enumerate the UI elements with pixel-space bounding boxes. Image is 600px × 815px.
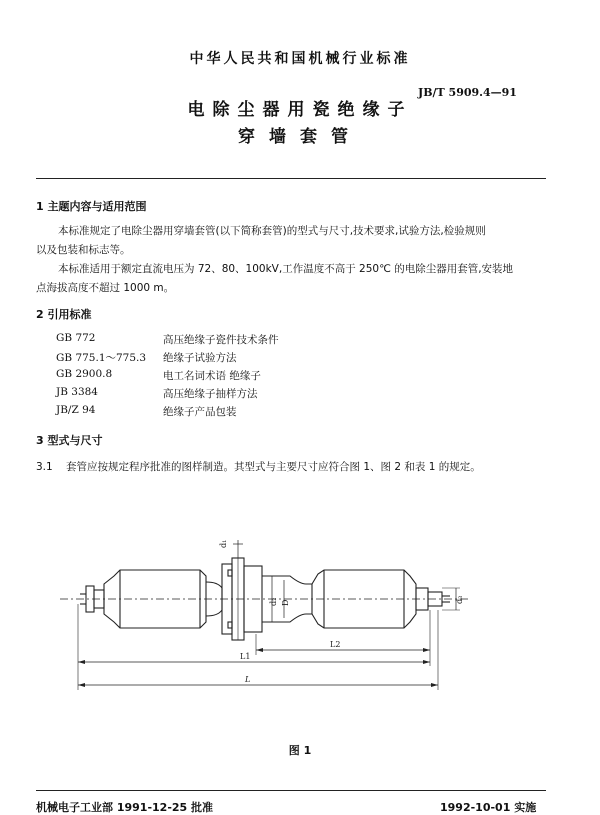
- section1-para2-line1: 本标准适用于额定直流电压为 72、80、100kV,工作温度不高于 250℃ 的电除尘器用套管,安装地: [58, 263, 514, 275]
- ref-title: 绝缘子试验方法: [163, 352, 237, 364]
- label-d3: d₃: [455, 595, 464, 604]
- bushing-drawing: [0, 530, 600, 720]
- section1-para1-line1: 本标准规定了电除尘器用穿墙套管(以下简称套管)的型式与尺寸,技术要求,试验方法,检验规则: [58, 225, 486, 237]
- section3-heading: 3 型式与尺寸: [36, 434, 103, 447]
- ref-title: 高压绝缘子抽样方法: [163, 388, 258, 400]
- section1-para2-line2: 点海拔高度不超过 1000 m。: [36, 282, 175, 294]
- approval-date: 机械电子工业部 1991-12-25 批准: [36, 801, 214, 814]
- header-rule: [36, 178, 546, 179]
- ref-title: 电工名词术语 绝缘子: [163, 370, 261, 382]
- ref-title: 高压绝缘子瓷件技术条件: [163, 334, 279, 346]
- ref-code: JB 3384: [56, 386, 98, 398]
- section1-heading: 1 主题内容与适用范围: [36, 200, 147, 213]
- document-title-line2: 穿墙套管: [238, 127, 362, 147]
- clause-number: 3.1: [36, 461, 53, 473]
- section2-heading: 2 引用标准: [36, 308, 92, 321]
- section1-para1-line2: 以及包装和标志等。: [36, 244, 131, 256]
- label-d2: d₂: [269, 597, 278, 606]
- ref-code: GB 2900.8: [56, 368, 113, 380]
- document-title-line1: 电除尘器用瓷绝缘子: [187, 100, 413, 120]
- label-d1: d₁: [219, 539, 228, 548]
- standard-body-name: 中华人民共和国机械行业标准: [189, 51, 411, 67]
- standard-code: JB/T 5909.4—91: [418, 86, 517, 99]
- label-L1: L1: [240, 652, 251, 661]
- figure-caption: 图 1: [288, 744, 312, 757]
- footer-rule: [36, 790, 546, 791]
- ref-code: GB 775.1～775.3: [56, 352, 147, 364]
- label-D: D: [281, 599, 290, 606]
- clause-text: 套管应按规定程序批准的图样制造。其型式与主要尺寸应符合图 1、图 2 和表 1 的规定。: [66, 461, 481, 473]
- ref-title: 绝缘子产品包装: [163, 406, 237, 418]
- label-L: L: [245, 675, 251, 684]
- label-L2: L2: [330, 640, 341, 649]
- ref-code: GB 772: [56, 332, 96, 344]
- implementation-date: 1992-10-01 实施: [440, 801, 537, 814]
- ref-code: JB/Z 94: [56, 404, 96, 416]
